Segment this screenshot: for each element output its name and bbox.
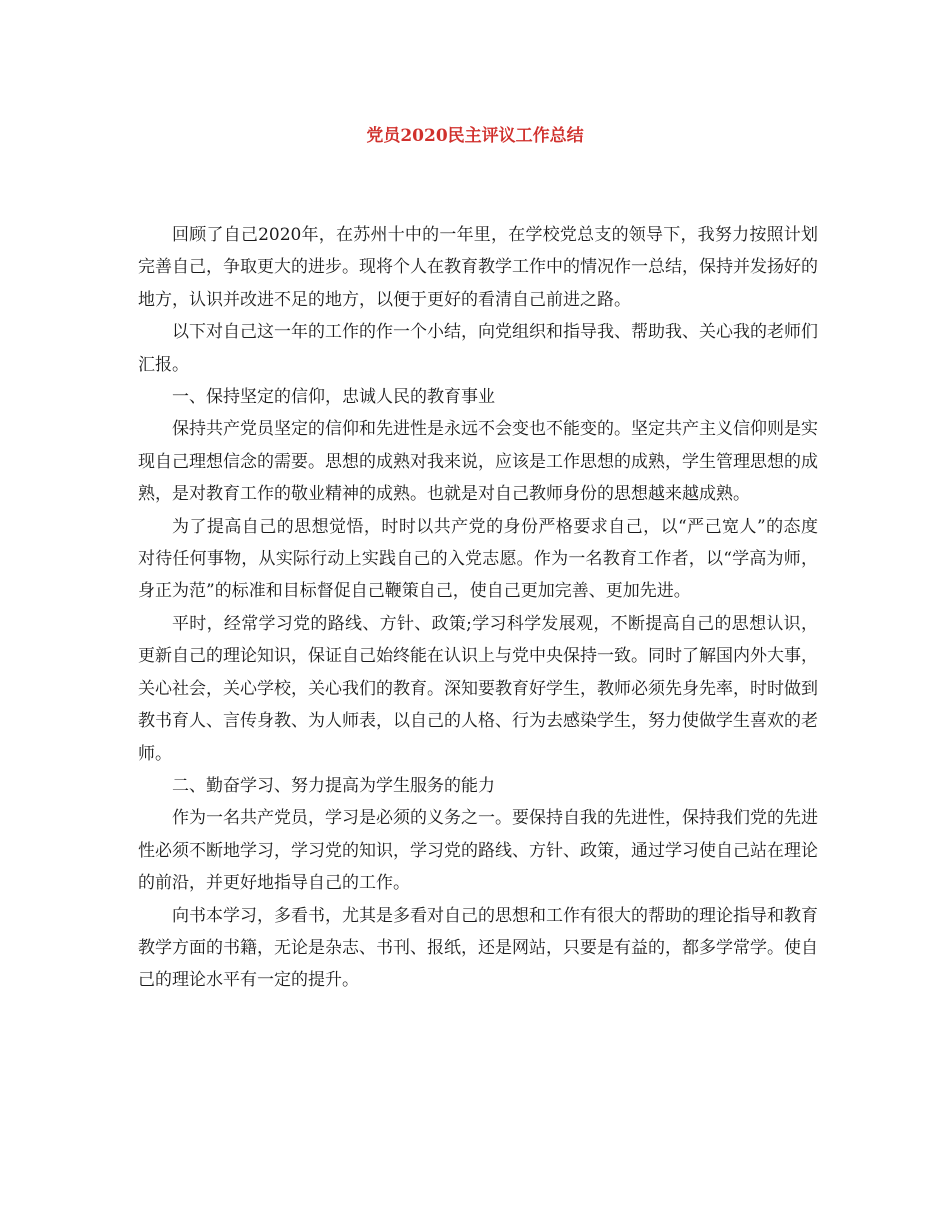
section-heading-2: 二、勤奋学习、努力提高为学生服务的能力: [172, 775, 495, 796]
paragraph-report: 以下对自己这一年的工作的作一个小结，向党组织和指导我、帮助我、关心我的老师们汇报。: [138, 322, 818, 375]
paragraph-daily-study: 平时，经常学习党的路线、方针、政策;学习科学发展观，不断提高自己的思想认识，更新自己的理论知识，保证自己始终能在认识上与党中央保持一致。同时了解国内外大事，关心社会，关心学校，关心我们的教育。深知要教育好学生，教师必须先身先率，时时做到教书育人、言传身教、为人师表，以自己的人格、行为去感染学生，努力使做学生喜欢的老师。: [138, 613, 818, 764]
paragraph-intro: 回顾了自己2020年，在苏州十中的一年里，在学校党总支的领导下，我努力按照计划完善自己，争取更大的进步。现将个人在教育教学工作中的情况作一总结，保持并发扬好的地方，认识并改进不足的地方，以便于更好的看清自己前进之路。: [138, 225, 818, 310]
paragraph-awareness: 为了提高自己的思想觉悟，时时以共产党的身份严格要求自己，以“严己宽人”的态度对待任何事物，从实际行动上实践自己的入党志愿。作为一名教育工作者，以“学高为师，身正为范”的标准和目标督促自己鞭策自己，使自己更加完善、更加先进。: [138, 516, 818, 602]
paragraph-book-study: 向书本学习，多看书，尤其是多看对自己的思想和工作有很大的帮助的理论指导和教育教学方面的书籍，无论是杂志、书刊、报纸，还是网站，只要是有益的，都多学常学。使自己的理论水平有一定的提升。: [138, 905, 818, 991]
document-body: [138, 219, 818, 997]
document-title: 党员2020民主评议工作总结: [366, 126, 584, 146]
paragraph-party-member-study: 作为一名共产党员，学习是必须的义务之一。要保持自我的先进性，保持我们党的先进性必须不断地学习，学习党的知识，学习党的路线、方针、政策，通过学习使自己站在理论的前沿，并更好地指导自己的工作。: [138, 808, 818, 894]
paragraph-belief: 保持共产党员坚定的信仰和先进性是永远不会变也不能变的。坚定共产主义信仰则是实现自己理想信念的需要。思想的成熟对我来说，应该是工作思想的成熟，学生管理思想的成熟，是对教育工作的敬业精神的成熟。也就是对自己教师身份的思想越来越成熟。: [138, 419, 818, 505]
section-heading-1: 一、保持坚定的信仰，忠诚人民的教育事业: [172, 387, 495, 408]
